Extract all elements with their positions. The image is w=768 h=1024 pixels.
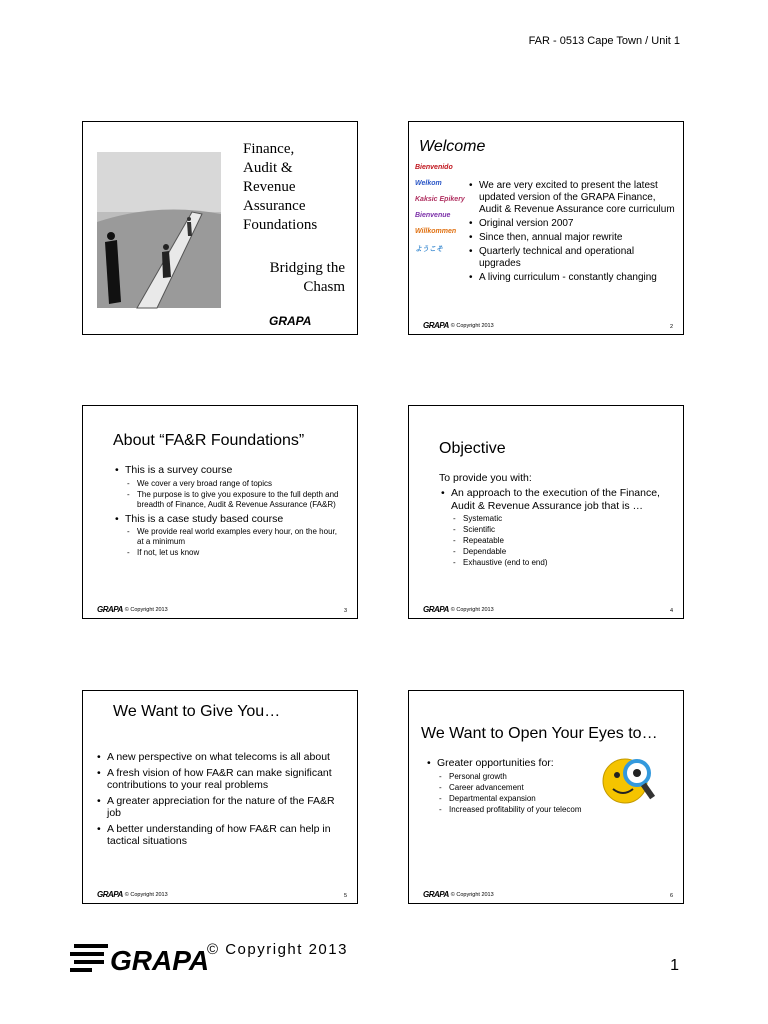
slide-page-number: 3	[343, 608, 347, 614]
sub-bullet: - Dependable	[451, 547, 675, 557]
slide-4	[408, 405, 684, 619]
slide-page-number: 5	[343, 893, 347, 899]
footer-copyright: © Copyright 2013	[450, 891, 494, 898]
subtitle-line: Bridging the	[269, 260, 345, 276]
slide-page-number: 6	[669, 893, 673, 899]
slide-title: We Want to Give You…	[113, 703, 281, 720]
welcome-word: Kaksic Epikery	[415, 196, 465, 203]
sub-bullet: - We cover a very broad range of topics	[125, 479, 343, 489]
bullet: • A better understanding of how FA&R can help in tactical situations	[95, 823, 350, 848]
title-line: Foundations	[243, 217, 318, 233]
sub-bullet: - If not, let us know	[125, 548, 343, 558]
welcome-word: Willkommen	[415, 228, 457, 235]
bullet-text: This is a case study based course	[125, 512, 284, 525]
page-header: FAR - 0513 Cape Town / Unit 1	[528, 35, 680, 47]
slide-footer	[423, 321, 494, 330]
title-line: Assurance	[243, 198, 306, 214]
welcome-word: Welkom	[415, 180, 442, 187]
slide-6	[408, 690, 684, 904]
bridge-illustration	[97, 152, 221, 308]
bullet-text: An approach to the execution of the Finance, Audit & Revenue Assurance job that is …	[451, 487, 660, 512]
logo-text: GRAPA	[110, 945, 210, 976]
slide-title: We Want to Open Your Eyes to…	[421, 725, 658, 742]
sub-bullet: - Increased profitability of your telecom	[437, 805, 625, 815]
subtitle-line: Chasm	[303, 279, 345, 295]
sub-bullet: - Repeatable	[451, 536, 675, 546]
footer-copyright: © Copyright 2013	[450, 606, 494, 613]
mini-grapa-logo: GRAPA	[97, 890, 123, 899]
sub-bullet: - We provide real world examples every hour, on the hour, at a minimum	[125, 527, 343, 547]
copyright-notice: © Copyright 2013	[207, 941, 348, 958]
bullet: • A new perspective on what telecoms is all about	[95, 751, 350, 764]
slide-title: Welcome	[419, 138, 486, 155]
bullet: • We are very excited to present the latest updated version of the GRAPA Finance, Audit & Revenue Assurance core curriculum	[467, 180, 677, 216]
slide-page-number: 2	[669, 324, 673, 330]
title-line: Revenue	[243, 179, 296, 195]
slide-2	[408, 121, 684, 335]
slide-footer	[423, 605, 494, 614]
slide-footer	[97, 605, 168, 614]
bullet-text: This is a survey course	[125, 464, 233, 476]
slide-1-subtitle	[270, 259, 345, 297]
bullet-list	[467, 180, 677, 286]
welcome-word: Bienvenue	[415, 212, 451, 219]
bullet	[439, 487, 675, 568]
bullet-text: Greater opportunities for:	[437, 757, 554, 769]
slide-1	[82, 121, 358, 335]
bullet	[425, 757, 625, 815]
slide-body	[439, 472, 675, 571]
title-line: Audit &	[243, 160, 293, 176]
mini-grapa-logo: GRAPA	[97, 605, 123, 614]
grapa-logo	[70, 938, 210, 976]
slide-page-number: 4	[669, 608, 673, 614]
bullet	[113, 513, 343, 559]
bullet: • A living curriculum - constantly changing	[467, 272, 677, 284]
grapa-logo: GRAPA	[269, 314, 312, 328]
footer-copyright: © Copyright 2013	[450, 322, 494, 329]
sub-bullet: - Career advancement	[437, 783, 625, 793]
bullet: • Original version 2007	[467, 218, 677, 230]
slide-5	[82, 690, 358, 904]
lead-text: To provide you with:	[439, 472, 532, 484]
bullet: • A greater appreciation for the nature of the FA&R job	[95, 795, 350, 820]
mini-grapa-logo: GRAPA	[423, 605, 449, 614]
slide-body	[95, 751, 350, 851]
sub-bullet: - Scientific	[451, 525, 675, 535]
footer-copyright: © Copyright 2013	[124, 606, 168, 613]
slide-title: Objective	[439, 440, 506, 457]
bullet: • A fresh vision of how FA&R can make significant contributions to your real problems	[95, 767, 350, 792]
title-line: Finance,	[243, 141, 295, 157]
footer-copyright: © Copyright 2013	[124, 891, 168, 898]
sub-bullet: - Exhaustive (end to end)	[451, 558, 675, 568]
welcome-word: Bienvenido	[415, 164, 453, 171]
sub-bullet: - Personal growth	[437, 772, 625, 782]
mini-grapa-logo: GRAPA	[423, 321, 449, 330]
slide-footer	[97, 890, 168, 899]
smiley-magnifier-icon	[599, 751, 665, 811]
bullet	[113, 464, 343, 510]
welcome-word: ようこそ	[415, 246, 443, 253]
slide-3	[82, 405, 358, 619]
bullet: • Quarterly technical and operational upgrades	[467, 246, 677, 270]
mini-grapa-logo: GRAPA	[423, 890, 449, 899]
slide-title: About “FA&R Foundations”	[113, 432, 305, 449]
sub-bullet: - The purpose is to give you exposure to the full depth and breadth of Finance, Audit & Revenue Assurance (FA&R)	[125, 490, 343, 510]
page-number: 1	[670, 957, 679, 974]
bullet: • Since then, annual major rewrite	[467, 232, 677, 244]
sub-bullet: - Systematic	[451, 514, 675, 524]
slide-body	[113, 464, 343, 561]
slide-body	[425, 757, 625, 818]
slide-1-title	[243, 140, 317, 235]
slide-footer	[423, 890, 494, 899]
sub-bullet: - Departmental expansion	[437, 794, 625, 804]
welcome-words	[415, 164, 471, 263]
